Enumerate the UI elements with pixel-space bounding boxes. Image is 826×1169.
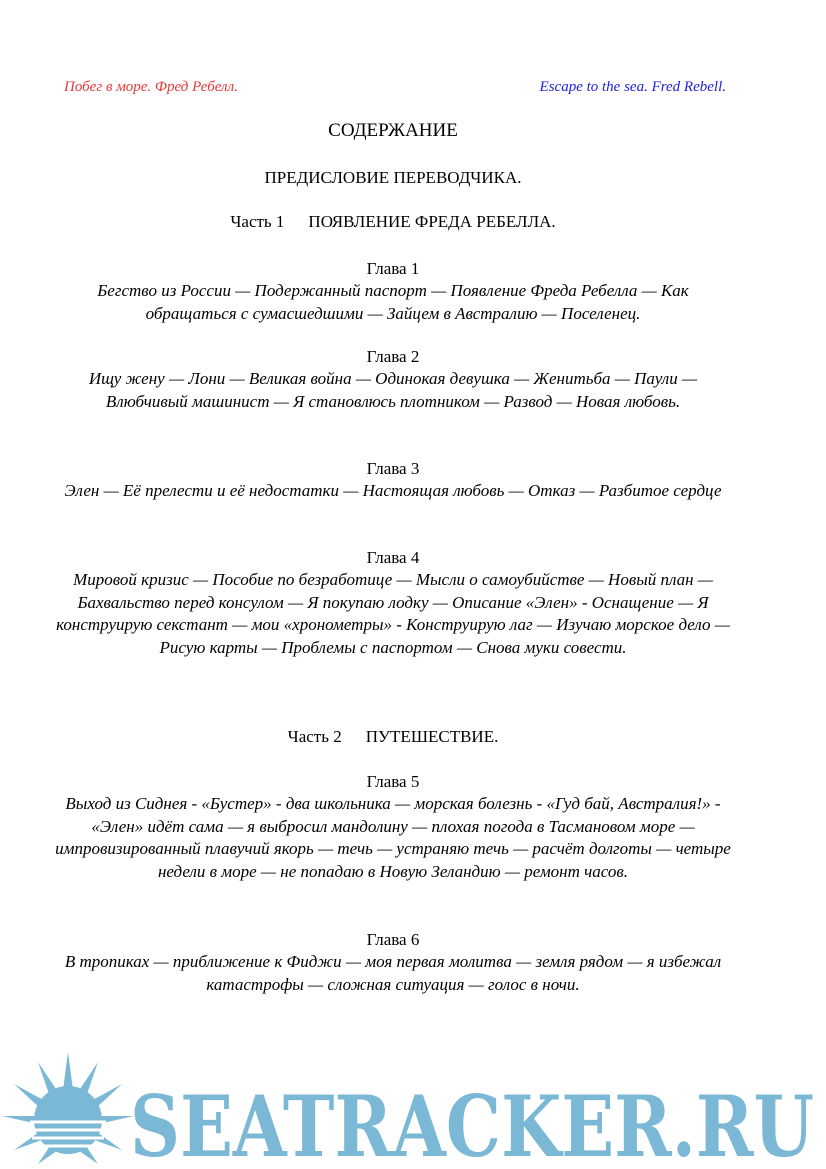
chapter-title: Глава 6 xyxy=(366,930,420,949)
watermark-text: SEATRACKER.RU xyxy=(130,1077,814,1169)
chapter-entry[interactable] xyxy=(52,458,734,503)
seatracker-watermark xyxy=(0,1040,826,1169)
chapter-description: Ищу жену — Лони — Великая война — Одинокая девушка — Женитьба — Паули — Влюбчивый машинист — Я становлюсь плотником — Развод — Новая любовь. xyxy=(88,369,698,411)
part-1-heading[interactable] xyxy=(0,212,786,232)
chapter-entry[interactable] xyxy=(52,346,734,413)
chapter-title: Глава 2 xyxy=(366,347,420,366)
chapter-entry[interactable] xyxy=(52,771,734,883)
chapter-title: Глава 4 xyxy=(366,548,420,567)
chapter-description: В тропиках — приближение к Фиджи — моя первая молитва — земля рядом — я избежал катастрофы — сложная ситуация — голос в ночи. xyxy=(64,952,722,994)
part-number: Часть 1 xyxy=(230,212,285,231)
chapter-description: Мировой кризис — Пособие по безработице — Мысли о самоубийстве — Новый план — Бахвальство перед консулом — Я покупаю лодку — Описание «Элен» - Оснащение — Я конструирую секстант — мои «хронометры» - Конструирую лаг — Изучаю морское дело — Рисую карты — Проблемы с паспортом — Снова муки совести. xyxy=(56,570,730,657)
chapter-entry[interactable] xyxy=(52,929,734,996)
part-title: ПОЯВЛЕНИЕ ФРЕДА РЕБЕЛЛА. xyxy=(308,212,556,231)
chapter-title: Глава 3 xyxy=(366,459,420,478)
header-left-title: Побег в море. Фред Ребелл. xyxy=(64,79,238,95)
chapter-description: Бегство из России — Подержанный паспорт — Появление Фреда Ребелла — Как обращаться с сумасшедшими — Зайцем в Австралию — Поселенец. xyxy=(97,281,689,323)
part-number: Часть 2 xyxy=(287,727,342,746)
chapter-entry[interactable] xyxy=(52,258,734,325)
toc-title: СОДЕРЖАНИЕ xyxy=(328,120,458,141)
chapter-title: Глава 5 xyxy=(366,772,420,791)
part-title: ПУТЕШЕСТВИЕ. xyxy=(365,727,499,746)
header-right-title: Escape to the sea. Fred Rebell. xyxy=(539,79,726,95)
part-2-heading[interactable] xyxy=(0,727,786,747)
chapter-title: Глава 1 xyxy=(366,259,420,278)
chapter-description: Элен — Её прелести и её недостатки — Настоящая любовь — Отказ — Разбитое сердце xyxy=(64,481,722,500)
preface-entry[interactable]: ПРЕДИСЛОВИЕ ПЕРЕВОДЧИКА. xyxy=(264,168,522,187)
chapter-entry[interactable] xyxy=(52,547,734,659)
chapter-description: Выход из Сиднея - «Бустер» - два школьника — морская болезнь - «Гуд бай, Австралия!» - «Элен» идёт сама — я выбросил мандолину — плохая погода в Тасмановом море — импровизированный плавучий якорь — течь — устраняю течь — расчёт долготы — четыре недели в море — не попадаю в Новую Зеландию — ремонт часов. xyxy=(55,794,731,881)
